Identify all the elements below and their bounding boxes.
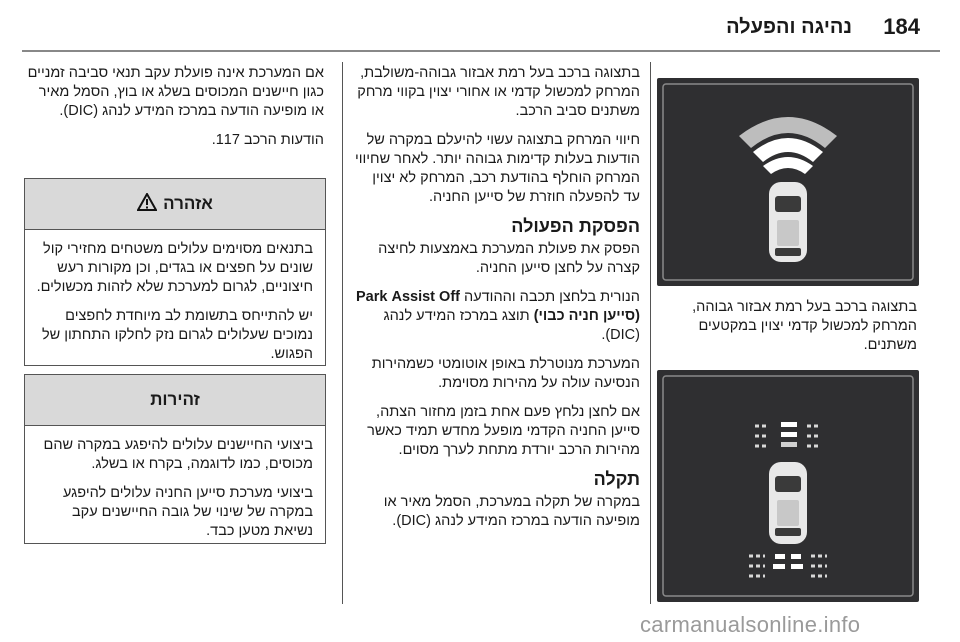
- warning-body: [25, 230, 325, 382]
- column-divider-right: [650, 62, 651, 604]
- keyword-assist-off: Assist Off (סייען חניה כבוי): [391, 289, 640, 324]
- caution-header: [25, 375, 325, 426]
- figure-caption: בתצוגה ברכב בעל רמת אבזור גבוהה, המרחק למכשול קדמי יצוין במקטעים משתנים.: [692, 299, 917, 353]
- paragraph-temporary-conditions: אם המערכת אינה פועלת עקב תנאי סביבה זמניים כגון חיישנים המכוסים בשלג או בוץ, הסמל מאיר או מופיעה הודעה במרכז המידע לנהג (DIC).: [27, 65, 324, 119]
- warning-box: [24, 178, 326, 366]
- column-divider-left: [342, 62, 343, 604]
- keyword-park: Park: [356, 289, 388, 305]
- paragraph-fault: במקרה של תקלה במערכת, הסמל מאיר או מופיעה הודעה במרכז המידע לנהג (DIC).: [383, 494, 640, 529]
- caution-box: [24, 374, 326, 544]
- heading-fault: תקלה: [593, 469, 640, 489]
- paragraph-vehicle-messages-ref: הודעות הרכב 117.: [211, 132, 324, 148]
- left-column-intro: [24, 64, 324, 160]
- warning-paragraph-1: בתנאים מסוימים עלולים משטחים מחזירי קול שונים על חפצים או בגדים, וכן מקורות רעש חיצוניים, לגרום למערכת שלא לזהות מכשולים.: [36, 241, 313, 295]
- warning-header: [25, 179, 325, 230]
- page-number: 184: [883, 14, 920, 39]
- paragraph-disable-press: הפסק את פעולת המערכת באמצעות לחיצה קצרה על לחצן סייען החניה.: [378, 241, 640, 276]
- watermark: carmanualsonline.info: [640, 612, 861, 637]
- page-header: [0, 0, 960, 52]
- header-rule: [22, 50, 940, 52]
- warning-title: אזהרה: [163, 194, 213, 213]
- figure-front-sensor-segments: [657, 78, 919, 286]
- paragraph-park-assist-off: הנורית בלחצן תכבה וההודעה Park Assist Off (סייען חניה כבוי) תוצג במרכז המידע לנהג (DIC).: [356, 289, 640, 343]
- caution-paragraph-1: ביצועי החיישנים עלולים להיפגע במקרה שהם מכוסים, כמו לדוגמה, בקרח או בשלג.: [43, 437, 313, 472]
- caution-title: זהירות: [150, 390, 200, 409]
- caution-paragraph-2: ביצועי מערכת סייען החניה עלולים להיפגע במקרה של שינוי של גובה החיישנים עקב נשיאת מטען כבד.: [62, 485, 313, 539]
- paragraph-reactivate: אם לחצן נלחץ פעם אחת בזמן מחזור הצתה, סייען החניה הקדמי מופעל מחדש תמיד כאשר מהירות הרכב יורדת מתחת לערך מסוים.: [367, 404, 640, 458]
- caution-body: [25, 426, 325, 559]
- warning-triangle-icon: [137, 193, 157, 216]
- car-front-segments-illustration: [657, 78, 919, 286]
- page-title: נהיגה והפעלה: [726, 16, 852, 38]
- paragraph-auto-disable: המערכת מנוטרלת באופן אוטומטי כשמהירות הנסיעה עולה על מהירות מסוימת.: [371, 356, 640, 391]
- car-distance-lines-illustration: [657, 370, 919, 602]
- paragraph-distance-lines: בתצוגה ברכב בעל רמת אבזור גבוהה-משולבת, המרחק למכשול קדמי או אחורי יצוין בקווי מרחק משתנים סביב הרכב.: [357, 65, 640, 119]
- heading-disable: הפסקת הפעולה: [511, 216, 640, 236]
- figure-front-rear-distance-lines: [657, 370, 919, 602]
- middle-column: [352, 64, 640, 541]
- paragraph-priority-messages: חיווי המרחק בתצוגה עשוי להיעלם במקרה של הודעות בעלות קדימות גבוהה יותר. לאחר שחיווי המרחק הוחלף בהודעת רכב, המרחק לא יצוין עד להפעלה חוזרת של סייען החניה.: [354, 132, 640, 205]
- warning-paragraph-2: יש להתייחס בתשומת לב מיוחדת לחפצים נמוכים שעלולים לגרום נזק לחלקו התחתון של הפגוש.: [41, 308, 313, 362]
